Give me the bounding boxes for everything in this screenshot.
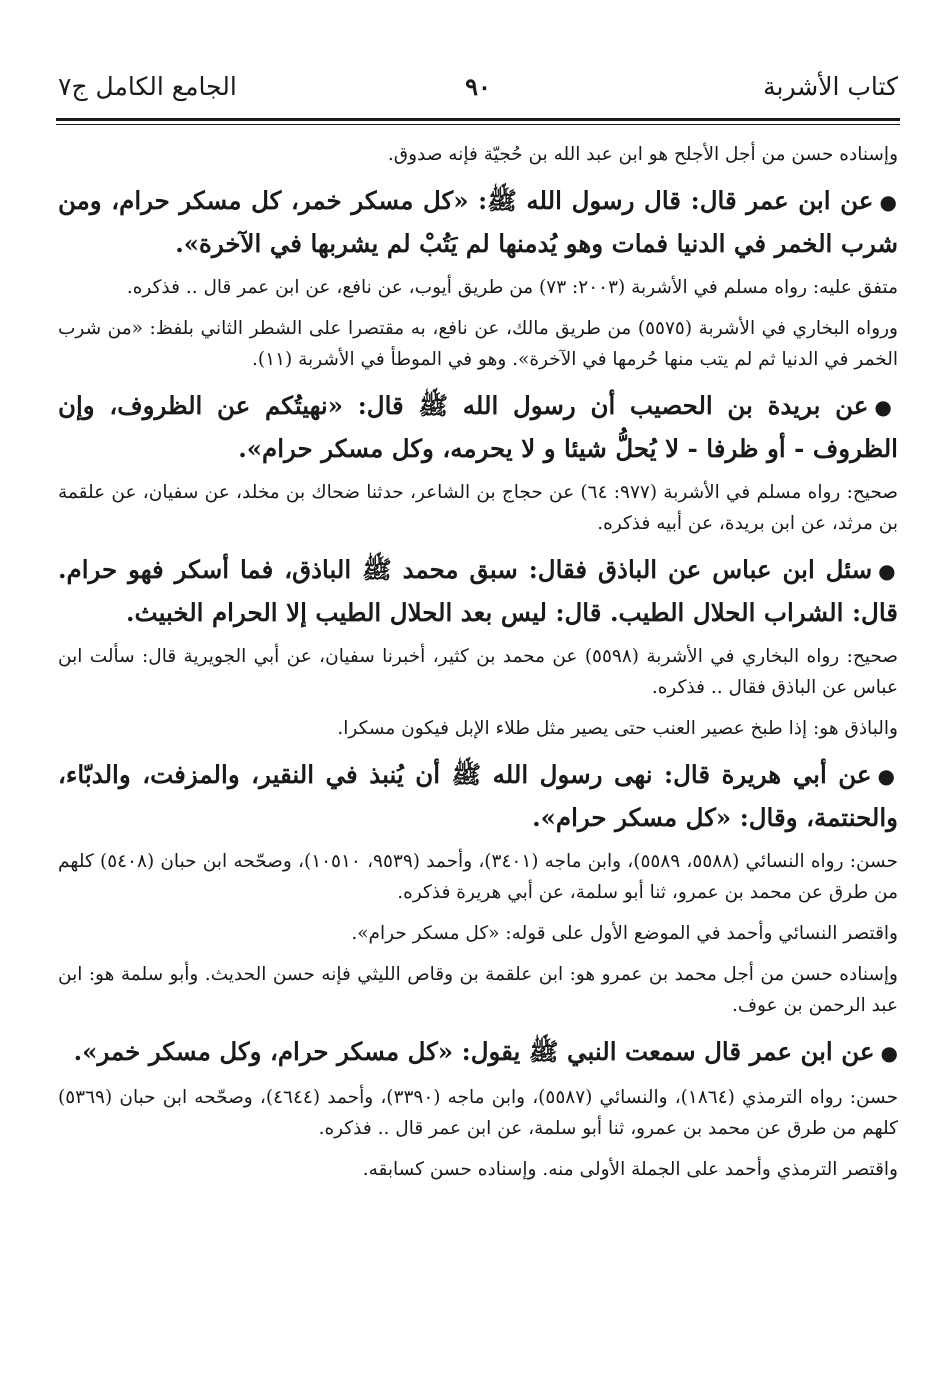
commentary-paragraph — [58, 959, 898, 1021]
page-number: ٩٠ — [465, 72, 491, 101]
paragraph-text: ورواه البخاري في الأشربة (٥٥٧٥) من طريق مالك، عن نافع، به مقتصرا على الشطر الثاني بلفظ: «من شرب الخمر في الدنيا ثم لم يتب منها حُرمها في الآخرة». وهو في الموطأ في الأشربة (١١). — [58, 318, 898, 370]
paragraph-text: صحيح: رواه مسلم في الأشربة (٩٧٧: ٦٤) عن حجاج بن الشاعر، حدثنا ضحاك بن مخلد، عن سفيان، عن علقمة بن مرثد، عن ابن بريدة، عن أبيه فذكره. — [58, 482, 898, 534]
header-rule-thin — [56, 124, 900, 125]
commentary-paragraph — [58, 713, 898, 744]
paragraph-text: عن ابن عمر قال سمعت النبي ﷺ يقول: «كل مسكر حرام، وكل مسكر خمر». — [73, 1037, 875, 1066]
commentary-paragraph — [58, 1082, 898, 1144]
bullet-icon: ● — [879, 190, 898, 214]
paragraph-text: واقتصر النسائي وأحمد في الموضع الأول على قوله: «كل مسكر حرام». — [351, 923, 898, 944]
bullet-icon: ● — [877, 764, 898, 788]
paragraph-text: عن بريدة بن الحصيب أن رسول الله ﷺ قال: «نهيتُكم عن الظروف، وإن الظروف - أو ظرفا - لا يُحلُّ شيئا و لا يحرمه، وكل مسكر حرام». — [58, 391, 898, 463]
hadith-paragraph — [58, 549, 898, 633]
paragraph-text: صحيح: رواه البخاري في الأشربة (٥٥٩٨) عن محمد بن كثير، أخبرنا سفيان، عن أبي الجويرية قال: سألت ابن عباس عن الباذق فقال .. فذكره. — [58, 646, 898, 698]
book-page — [58, 70, 898, 1195]
hadith-paragraph — [58, 754, 898, 838]
paragraph-text: حسن: رواه الترمذي (١٨٦٤)، والنسائي (٥٥٨٧)، وابن ماجه (٣٣٩٠)، وأحمد (٤٦٤٤)، وصحّحه ابن حبان (٥٣٦٩) كلهم من طرق عن محمد بن عمرو، ثنا أبو سلمة، عن ابن عمر قال .. فذكره. — [58, 1087, 898, 1139]
header-rule — [56, 118, 900, 121]
commentary-paragraph — [58, 641, 898, 703]
paragraph-text: حسن: رواه النسائي (٥٥٨٨، ٥٥٨٩)، وابن ماجه (٣٤٠١)، وأحمد (٩٥٣٩، ١٠٥١٠)، وصحّحه ابن حبان (٥٤٠٨) كلهم من طرق عن محمد بن عمرو، ثنا أبو سلمة، عن أبي هريرة فذكره. — [58, 851, 898, 903]
commentary-paragraph — [58, 313, 898, 375]
commentary-paragraph — [58, 1154, 898, 1185]
commentary-paragraph — [58, 272, 898, 303]
paragraph-text: متفق عليه: رواه مسلم في الأشربة (٢٠٠٣: ٧٣) من طريق أيوب، عن نافع، عن ابن عمر قال .. فذكره. — [126, 277, 898, 298]
paragraph-text: عن ابن عمر قال: قال رسول الله ﷺ: «كل مسكر خمر، كل مسكر حرام، ومن شرب الخمر في الدنيا فمات وهو يُدمنها لم يَتُبْ لم يشربها في الآخرة». — [58, 186, 898, 258]
hadith-paragraph — [58, 180, 898, 264]
page-content — [58, 139, 898, 1185]
page-header — [58, 70, 898, 116]
hadith-paragraph — [58, 1031, 898, 1074]
paragraph-text: سئل ابن عباس عن الباذق فقال: سبق محمد ﷺ الباذق، فما أسكر فهو حرام. قال: الشراب الحلال الطيب. قال: ليس بعد الحلال الطيب إلا الحرام الخبيث. — [58, 555, 898, 627]
book-title: الجامع الكامل ج٧ — [58, 72, 237, 101]
paragraph-text: واقتصر الترمذي وأحمد على الجملة الأولى منه. وإسناده حسن كسابقه. — [362, 1159, 898, 1180]
bullet-icon: ● — [878, 559, 898, 583]
bullet-icon: ● — [880, 1041, 898, 1065]
paragraph-text: والباذق هو: إذا طبخ عصير العنب حتى يصير مثل طلاء الإبل فيكون مسكرا. — [337, 718, 898, 739]
paragraph-text: عن أبي هريرة قال: نهى رسول الله ﷺ أن يُنبذ في النقير، والمزفت، والدبّاء، والحنتمة، وقال: «كل مسكر حرام». — [58, 760, 898, 832]
commentary-paragraph — [58, 918, 898, 949]
commentary-paragraph — [58, 846, 898, 908]
paragraph-text: وإسناده حسن من أجل محمد بن عمرو هو: ابن علقمة بن وقاص الليثي فإنه حسن الحديث. وأبو سلمة هو: ابن عبد الرحمن بن عوف. — [58, 964, 898, 1016]
commentary-paragraph — [58, 139, 898, 170]
commentary-paragraph — [58, 477, 898, 539]
paragraph-text: وإسناده حسن من أجل الأجلح هو ابن عبد الله بن حُجيّة فإنه صدوق. — [387, 144, 898, 165]
bullet-icon: ● — [874, 395, 899, 419]
chapter-title: كتاب الأشربة — [763, 72, 898, 101]
hadith-paragraph — [58, 385, 898, 469]
